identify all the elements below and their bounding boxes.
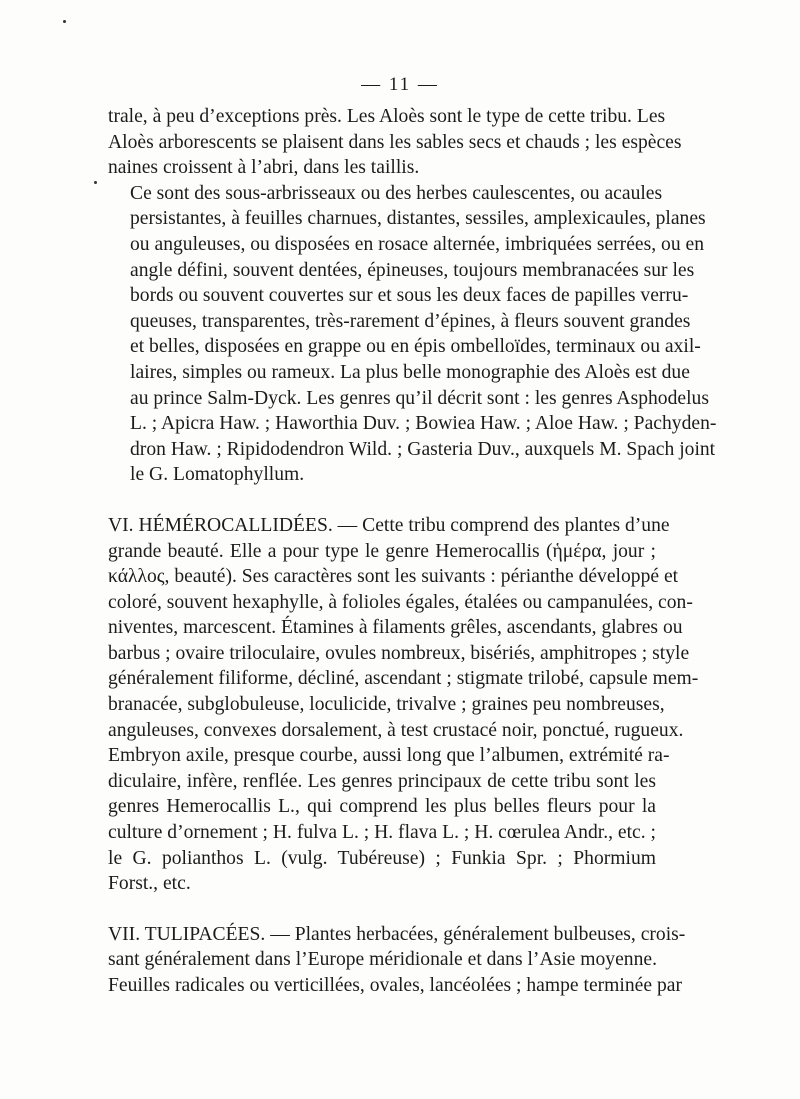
body-text [108,104,717,999]
text-line: anguleuses, convexes dorsalement, à test crustacé noir, ponctué, rugueux. [108,719,684,741]
text-line: coloré, souvent hexaphylle, à folioles égales, étalées ou campanulées, con- [108,591,693,613]
text-line: au prince Salm-Dyck. Les genres qu’il décrit sont : les genres Asphodelus [130,387,709,409]
text-line: Aloès arborescents se plaisent dans les sables secs et chauds ; les espèces [108,131,682,153]
text-line: κάλλος, beauté). Ses caractères sont les suivants : périanthe développé et [108,566,679,588]
text-line: Embryon axile, presque courbe, aussi long que l’albumen, extrémité ra- [108,745,670,767]
page-number: — 11 — [361,74,439,95]
text-line: barbus ; ovaire triloculaire, ovules nombreux, bisériés, amphitropes ; style [108,642,690,664]
text-line: laires, simples ou rameux. La plus belle monographie des Aloès est due [130,361,690,383]
ink-speck [63,20,66,23]
text-line: naines croissent à l’abri, dans les taillis. [108,157,420,179]
paragraph-aloes-intro [108,104,682,181]
text-line: VI. HÉMÉROCALLIDÉES. — Cette tribu comprend des plantes d’une [108,514,670,536]
text-line: branacée, subglobuleuse, loculicide, trivalve ; graines peu nombreuses, [108,694,665,716]
text-line: généralement filiforme, décliné, ascendant ; stigmate trilobé, capsule mem- [108,668,699,690]
text-line: culture d’ornement ; H. fulva L. ; H. flava L. ; H. cœrulea Andr., etc. ; [108,822,656,844]
text-line: le G. Lomatophyllum. [130,464,305,486]
paragraph-aloes-description [108,181,717,488]
text-line: Feuilles radicales ou verticillées, ovales, lancéolées ; hampe terminée par [108,975,682,996]
text-line: queuses, transparentes, très-rarement d’épines, à fleurs souvent grandes [130,310,691,332]
text-line: dron Haw. ; Ripidodendron Wild. ; Gasteria Duv., auxquels M. Spach joint [130,438,716,460]
text-line: L. ; Apicra Haw. ; Haworthia Duv. ; Bowiea Haw. ; Aloe Haw. ; Pachyden- [130,413,717,435]
text-line: bords ou souvent couvertes sur et sous les deux faces de papilles verru- [130,285,689,307]
text-line: diculaire, infère, renflée. Les genres principaux de cette tribu sont les [108,770,656,792]
text-line: angle défini, souvent dentées, épineuses, toujours membranacées sur les [130,259,695,281]
text-line: sant généralement dans l’Europe méridionale et dans l’Asie moyenne. [108,949,657,971]
text-line: Forst., etc. [108,873,191,895]
text-line: niventes, marcescent. Étamines à filaments grêles, ascendants, glabres ou [108,617,683,639]
text-line: et belles, disposées en grappe ou en épis ombelloïdes, terminaux ou axil- [130,336,701,358]
text-line: VII. TULIPACÉES. — Plantes herbacées, généralement bulbeuses, crois- [108,923,686,945]
paragraph-tulipacees [108,922,686,999]
text-line: genres Hemerocallis L., qui comprend les plus belles fleurs pour la [108,796,656,818]
text-line: le G. polianthos L. (vulg. Tubéreuse) ; Funkia Spr. ; Phormium [108,847,656,869]
text-line: persistantes, à feuilles charnues, distantes, sessiles, amplexicaules, planes [130,208,706,230]
text-line: grande beauté. Elle a pour type le genre Hemerocallis (ἡμέρα, jour ; [108,540,656,562]
ink-speck [94,181,97,184]
text-line: trale, à peu d’exceptions près. Les Aloès sont le type de cette tribu. Les [108,106,666,127]
text-line: ou anguleuses, ou disposées en rosace alternée, imbriquées serrées, ou en [130,233,705,255]
paragraph-hemerocallidees [108,513,699,897]
text-line: Ce sont des sous-arbrisseaux ou des herbes caulescentes, ou acaules [130,182,663,204]
